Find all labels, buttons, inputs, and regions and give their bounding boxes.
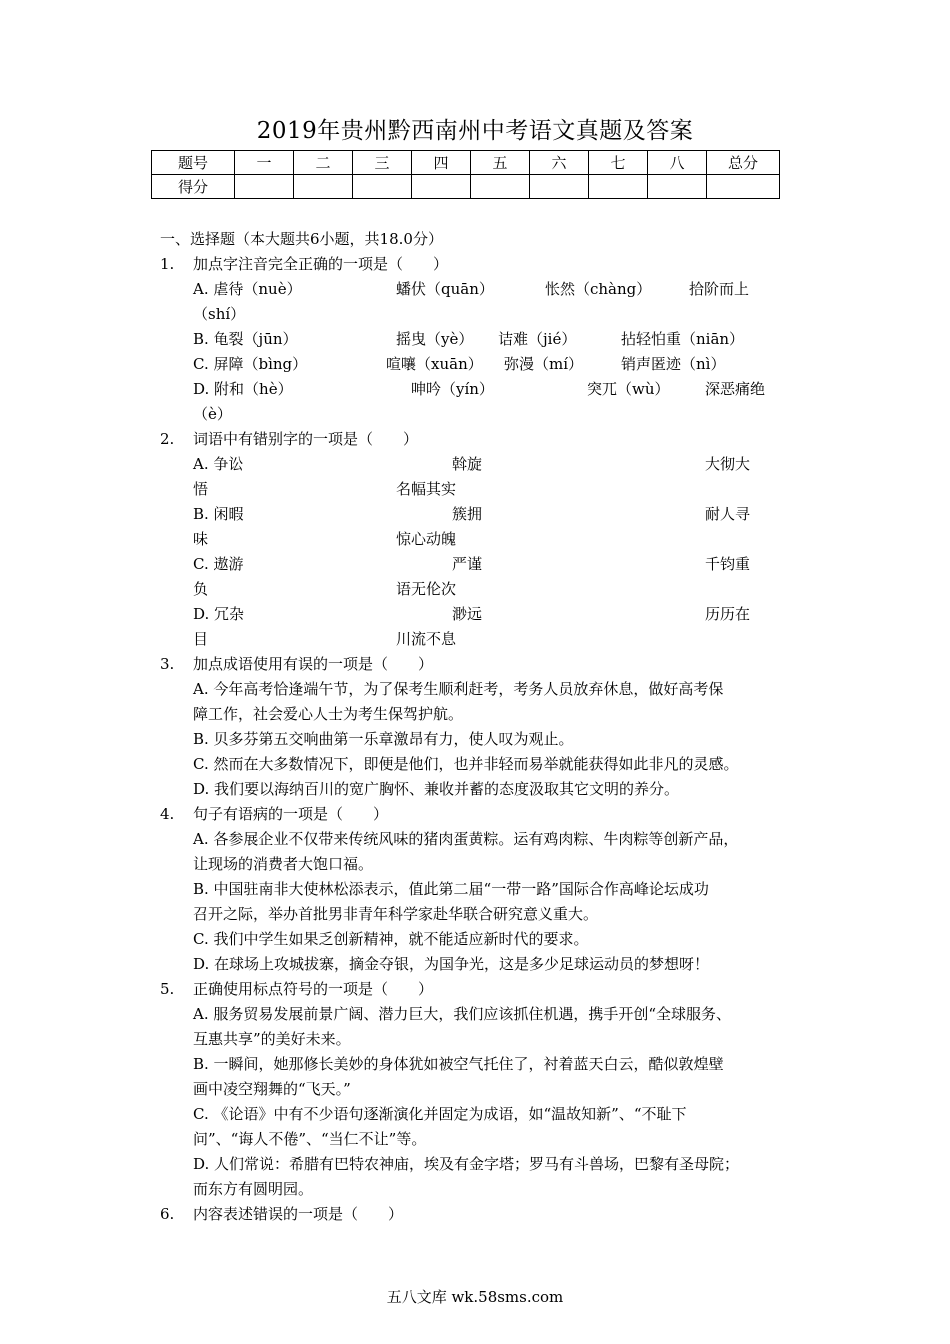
option-text: 销声匿迹（nì） [621, 355, 726, 373]
question-stem: 句子有语病的一项是（ ） [193, 805, 389, 823]
option-text: 喧嚷（xuān） [386, 355, 483, 373]
option-text: 问”、“诲人不倦”、“当仁不让”等。 [193, 1130, 427, 1148]
option-text: A. 今年高考恰逢端午节，为了保考生顺利赶考，考务人员放弃休息，做好高考保 [193, 680, 724, 698]
option-text: 大彻大 [705, 455, 751, 473]
table-cell: 三 [353, 151, 412, 175]
option-text: 蟠伏（quān） [396, 280, 494, 298]
option-text: 名幅其实 [396, 480, 457, 498]
option-text: D. 冗杂 [193, 605, 245, 623]
option-text: 怅然（chàng） [545, 280, 652, 298]
option-text: 千钧重 [705, 555, 751, 573]
option-text: 召开之际，举办首批男非青年科学家赴华联合研究意义重大。 [193, 905, 599, 923]
score-header-row [152, 151, 780, 175]
option-text: A. 服务贸易发展前景广阔、潜力巨大，我们应该抓住机遇，携手开创“全球服务、 [193, 1005, 732, 1023]
option-text: C. 屏障（bìng） [193, 355, 308, 373]
option-text: 耐人寻 [705, 505, 751, 523]
table-cell: 六 [530, 151, 589, 175]
option-text: 负 [193, 580, 209, 598]
table-cell: 一 [235, 151, 294, 175]
score-cell [707, 175, 780, 199]
question-number: 1. [160, 255, 175, 273]
score-cell [648, 175, 707, 199]
question-number: 5. [160, 980, 175, 998]
option-text: B. 贝多芬第五交响曲第一乐章激昂有力，使人叹为观止。 [193, 730, 574, 748]
option-text: D. 我们要以海纳百川的宽广胸怀、兼收并蓄的态度汲取其它文明的养分。 [193, 780, 680, 798]
option-text: （è） [193, 405, 232, 423]
option-text: 障工作，社会爱心人士为考生保驾护航。 [193, 705, 464, 723]
option-text: 悟 [193, 480, 209, 498]
score-cell [530, 175, 589, 199]
option-text: D. 人们常说：希腊有巴特农神庙，埃及有金字塔；罗马有斗兽场，巴黎有圣母院； [193, 1155, 740, 1173]
score-cell [589, 175, 648, 199]
option-text: 呻吟（yín） [411, 380, 494, 398]
question-number: 6. [160, 1205, 175, 1223]
option-text: B. 一瞬间，她那修长美妙的身体犹如被空气托住了，衬着蓝天白云，酷似敦煌壁 [193, 1055, 724, 1073]
score-cell [294, 175, 353, 199]
question-stem: 正确使用标点符号的一项是（ ） [193, 980, 434, 998]
option-text: 互惠共享”的美好未来。 [193, 1030, 351, 1048]
option-text: 突兀（wù） [587, 380, 670, 398]
question-stem: 词语中有错别字的一项是（ ） [193, 430, 419, 448]
score-value-row [152, 175, 780, 199]
page-title: 2019年贵州黔西南州中考语文真题及答案 [256, 118, 694, 144]
section-heading: 一、选择题（本大题共6小题，共18.0分） [160, 230, 443, 248]
option-text: 深恶痛绝 [705, 380, 766, 398]
table-cell: 得分 [152, 175, 235, 199]
option-text: 川流不息 [396, 630, 457, 648]
option-text: A. 虐待（nuè） [193, 280, 302, 298]
option-text: 摇曳（yè） [396, 330, 474, 348]
option-text: 拈轻怕重（niān） [621, 330, 745, 348]
option-text: 画中凌空翔舞的“飞天。” [193, 1080, 351, 1098]
question-stem: 内容表述错误的一项是（ ） [193, 1205, 404, 1223]
score-table [151, 150, 780, 199]
score-cell [471, 175, 530, 199]
option-text: C. 我们中学生如果乏创新精神，就不能适应新时代的要求。 [193, 930, 589, 948]
question-stem: 加点成语使用有误的一项是（ ） [193, 655, 434, 673]
option-text: C. 然而在大多数情况下，即便是他们，也并非轻而易举就能获得如此非凡的灵感。 [193, 755, 739, 773]
option-text: 历历在 [705, 605, 751, 623]
score-cell [353, 175, 412, 199]
question-number: 4. [160, 805, 175, 823]
option-text: 拾阶而上 [689, 280, 750, 298]
table-cell: 总分 [707, 151, 780, 175]
option-text: C. 遨游 [193, 555, 244, 573]
option-text: 让现场的消费者大饱口福。 [193, 855, 374, 873]
option-text: 簇拥 [452, 505, 483, 523]
option-text: C. 《论语》中有不少语句逐渐演化并固定为成语，如“温故知新”、“不耻下 [193, 1105, 687, 1123]
option-text: 诘难（jié） [498, 330, 577, 348]
option-text: 弥漫（mí） [504, 355, 584, 373]
question-stem: 加点字注音完全正确的一项是（ ） [193, 255, 449, 273]
option-text: 斡旋 [452, 455, 483, 473]
table-cell: 五 [471, 151, 530, 175]
score-cell [412, 175, 471, 199]
option-text: 而东方有圆明园。 [193, 1180, 314, 1198]
option-text: B. 龟裂（jūn） [193, 330, 298, 348]
table-cell: 七 [589, 151, 648, 175]
option-text: 目 [193, 630, 209, 648]
option-text: B. 闲暇 [193, 505, 244, 523]
option-text: （shí） [193, 305, 246, 323]
option-text: D. 在球场上攻城拔寨，摘金夺银，为国争光，这是多少足球运动员的梦想呀！ [193, 955, 710, 973]
question-number: 2. [160, 430, 175, 448]
option-text: B. 中国驻南非大使林松添表示，值此第二届“一带一路”国际合作高峰论坛成功 [193, 880, 709, 898]
table-cell: 二 [294, 151, 353, 175]
question-number: 3. [160, 655, 175, 673]
option-text: A. 各参展企业不仅带来传统风味的猪肉蛋黄粽。运有鸡肉粽、牛肉粽等创新产品， [193, 830, 739, 848]
option-text: A. 争讼 [193, 455, 244, 473]
table-cell: 八 [648, 151, 707, 175]
footer-watermark: 五八文库 wk.58sms.com [386, 1288, 564, 1306]
score-cell [235, 175, 294, 199]
option-text: 严谨 [452, 555, 483, 573]
option-text: 惊心动魄 [396, 530, 457, 548]
table-cell: 题号 [152, 151, 235, 175]
option-text: 语无伦次 [396, 580, 457, 598]
table-cell: 四 [412, 151, 471, 175]
option-text: 渺远 [452, 605, 483, 623]
option-text: D. 附和（hè） [193, 380, 293, 398]
option-text: 味 [193, 530, 209, 548]
